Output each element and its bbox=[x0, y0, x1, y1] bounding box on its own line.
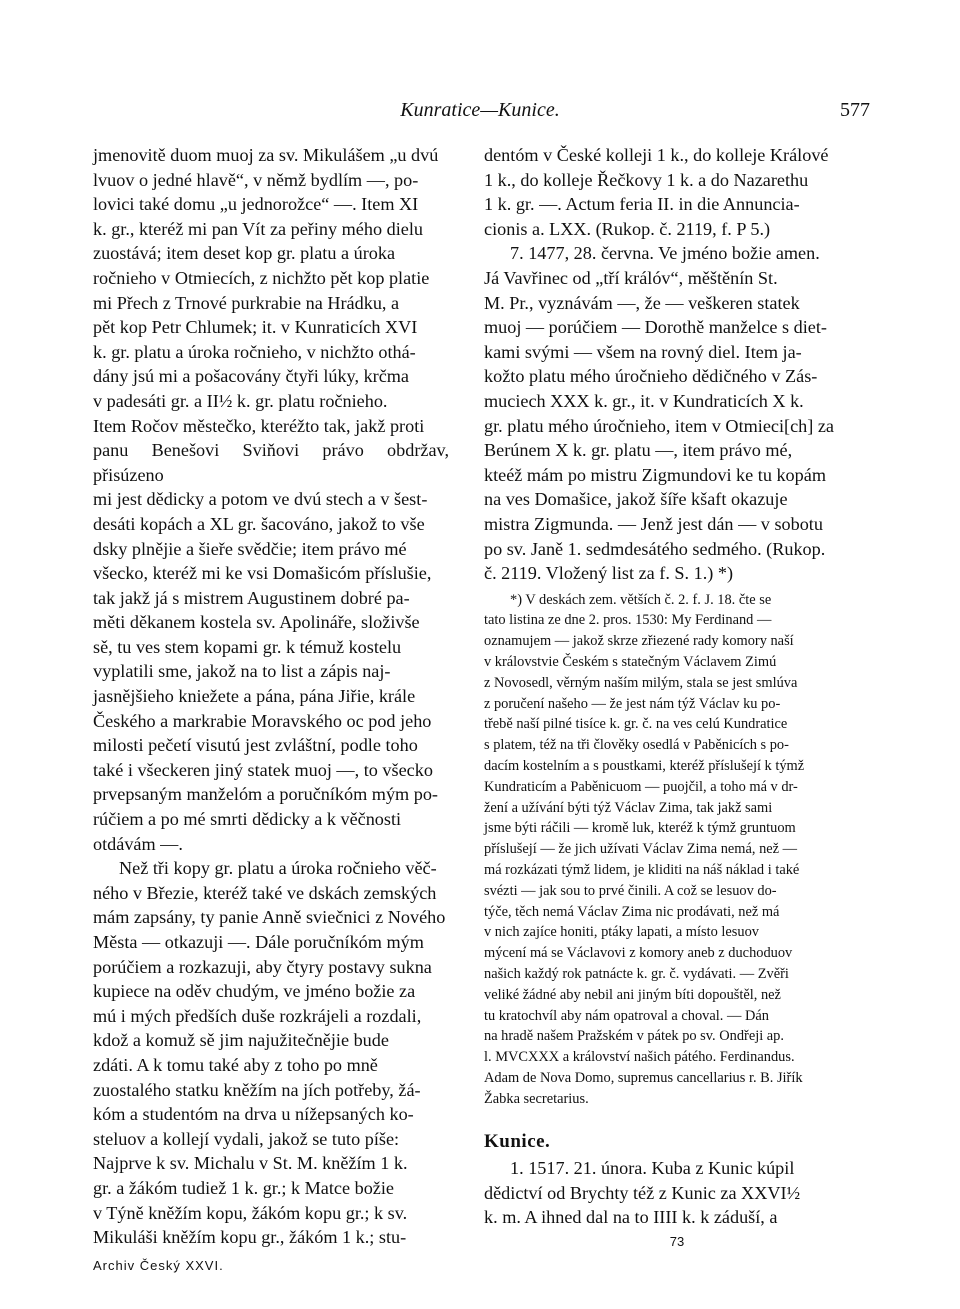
text-line: jmenovitě duom muoj za sv. Mikulášem „u dvú bbox=[93, 145, 439, 165]
text-line: Najprve k sv. Michalu v St. M. kněžím 1 k. bbox=[93, 1153, 408, 1174]
text-line: dány jsú mi a pošacovány čtyři lúky, krčma bbox=[93, 366, 410, 387]
text-line: panu Benešovi Sviňovi právo obdržav, přisúzeno bbox=[93, 440, 449, 485]
left-column bbox=[93, 143, 449, 1278]
text-line: Berúnem X k. gr. platu —, item právo mé, bbox=[484, 440, 793, 461]
footnote-line: tu kratochvíl aby nám opatroval a choval. — Dán bbox=[484, 1007, 769, 1024]
text-line: steluov a kollejí vydali, jakož se tuto píše: bbox=[93, 1128, 400, 1149]
footnote-line: tato listina ze dne 2. pros. 1530: My Ferdinand — bbox=[484, 612, 772, 629]
text-line: mistra Zigmunda. — Jenž jest dán — v sobotu bbox=[484, 513, 823, 534]
text-line: M. Pr., vyznávám —, že — veškeren statek bbox=[484, 292, 800, 313]
text-line: tak jakž já s mistrem Augustinem dobré pa- bbox=[93, 587, 410, 608]
left-paragraph-1 bbox=[93, 143, 449, 856]
text-line: sě, tu ves stem kopami gr. k témuž kostelu bbox=[93, 636, 402, 657]
text-line: kdož a komuž sě jim najužitečnějie bude bbox=[93, 1030, 389, 1051]
footnote-line: mýcení má se Václavovi z komory aneb z duchoduov bbox=[484, 945, 793, 962]
text-line: 1. 1517. 21. února. Kuba z Kunic kúpil bbox=[510, 1158, 795, 1179]
left-paragraph-2 bbox=[93, 856, 449, 1250]
text-line: jasnějšieho kniežete a pána, pána Jiřie, krále bbox=[93, 686, 416, 707]
footnote-line: příslušejí — že jich užívati Václav Zima nemá, než — bbox=[484, 841, 798, 858]
footnote-line: veliké žádné aby nebil ani jiným bíti dopouštěl, než bbox=[484, 986, 781, 1003]
text-line: rúčiem a po mé smrti dědicky a k věčnosti bbox=[93, 809, 402, 830]
text-line: k. m. A ihned dal na to IIII k. k záduší, a bbox=[484, 1207, 778, 1228]
text-line: mi Přech z Trnové purkrabie na Hrádku, a bbox=[93, 292, 400, 313]
text-line: ného v Březie, kteréž také ve dskách zemských bbox=[93, 882, 437, 903]
text-line: prvepsaným manželóm a poručníkóm mým po- bbox=[93, 784, 438, 805]
sheet-number: 73 bbox=[669, 1233, 685, 1249]
text-line: také i všeckeren jiný statek muoj —, to všecko bbox=[93, 759, 433, 780]
text-line: zuostává; item deset kop gr. platu a úroka bbox=[93, 243, 396, 264]
footnote-line: na hradě našem Pražském v pátek po sv. Ondřeji ap. bbox=[484, 1028, 784, 1045]
text-line: 1 k., do kolleje Řečkovy 1 k. a do Nazarethu bbox=[484, 169, 809, 190]
footnote-line: v nich zajíce honiti, ptáky lapati, a místo lesuov bbox=[484, 924, 759, 941]
footnote-line: týče, těch nemá Václav Zima nic prodávati, než má bbox=[484, 903, 780, 920]
footnote-line: z poručení našeho — že jest nám týž Václav ku po- bbox=[484, 695, 781, 712]
footnote-line: s platem, též na tři člověky osedlá v Paběnicích s po- bbox=[484, 737, 789, 754]
footnote-line: Kundraticím a Paběnicuom — puojčil, a toho má v dr- bbox=[484, 778, 798, 795]
text-line: Českého a markrabie Moravského oc pod jeho bbox=[93, 710, 432, 731]
text-line: mú i mých předších duše rozkrájeli a rozdali, bbox=[93, 1005, 422, 1026]
text-line: mi jest dědicky a potom ve dvú stech a v šest- bbox=[93, 489, 428, 510]
text-line: ročnieho v Otmiecích, z nichžto pět kop platie bbox=[93, 267, 430, 288]
text-line: kóm a studentóm na drva u nížepsaných ko- bbox=[93, 1104, 414, 1125]
text-line: cionis a. LXX. (Rukop. č. 2119, f. P 5.) bbox=[484, 218, 771, 239]
text-line: milosti pečetí visutú jest zvláštní, podle toho bbox=[93, 735, 418, 756]
footnote-line: má rozkázati týmž lidem, je kliditi na náš náklad i také bbox=[484, 862, 800, 879]
footnote-line: svézti — jak sou to prvé činili. A což se lesuov do- bbox=[484, 882, 777, 899]
text-line: gr. a žákóm tudiež 1 k. gr.; k Matce božie bbox=[93, 1177, 395, 1198]
text-line: Já Vavřinec od „tří králóv“, měštěnín St. bbox=[484, 267, 778, 288]
text-line: k. gr., kteréž mi pan Vít za peřiny mého dielu bbox=[93, 218, 423, 239]
signature-mark: Archiv Český XXVI. bbox=[93, 1257, 224, 1273]
page-number: 577 bbox=[840, 99, 870, 121]
text-line: Item Ročov městečko, kteréžto tak, jakž proti bbox=[93, 415, 425, 436]
footnote-line: žení a užívání býti týž Václav Zima, tak jakž sami bbox=[484, 799, 773, 816]
text-line: k. gr. platu a úroka ročnieho, v nichžto othá- bbox=[93, 341, 416, 362]
text-line: gr. platu mého úročnieho, item v Otmieci[ch] za bbox=[484, 415, 834, 436]
text-line: Mikuláši kněžím kopu gr., žákóm 1 k.; stu- bbox=[93, 1227, 407, 1248]
text-line: dsky plnějie a šieře svědčie; item právo mé bbox=[93, 538, 407, 559]
text-line: v padesáti gr. a II½ k. gr. platu ročnieho. bbox=[93, 390, 388, 411]
text-line: kami svými — všem na rovný diel. Item ja- bbox=[484, 341, 802, 362]
footnote-line: oznamujem — jakož skrze zřiezené rady komory naší bbox=[484, 633, 794, 650]
section-heading: Kunice. bbox=[484, 1130, 551, 1152]
text-line: muciech XXX k. gr., it. v Kundraticích X k. bbox=[484, 390, 804, 411]
right-paragraph-2 bbox=[484, 241, 870, 585]
text-line: Než tři kopy gr. platu a úroka ročnieho věč- bbox=[119, 858, 437, 879]
text-line: muoj — porúčiem — Dorothě manželce s diet- bbox=[484, 317, 827, 338]
text-line: 1 k. gr. —. Actum feria II. in die Annuncia- bbox=[484, 194, 800, 215]
footnote-line: Žabka secretarius. bbox=[484, 1090, 589, 1107]
text-line: č. 2119. Vložený list za f. S. 1.) *) bbox=[484, 563, 734, 584]
footnote-line: z Novosedl, věrným naším milým, stala se jest smlúva bbox=[484, 674, 798, 691]
footnote-line: třebě naší pilné tisíce k. gr. č. na ves celú Kundratice bbox=[484, 716, 788, 733]
text-line: kteéž mám po mistru Zigmundovi ke tu kopám bbox=[484, 464, 826, 485]
text-line: pět kop Petr Chlumek; it. v Kunraticích XVI bbox=[93, 317, 418, 338]
text-line: všecko, kteréž mi ke vsi Domašicóm příslušie, bbox=[93, 563, 432, 584]
text-line: zdáti. A k tomu také aby z toho po mně bbox=[93, 1054, 378, 1075]
text-line: lvuov o jedné hlavě“, v němž bydlím —, po- bbox=[93, 169, 419, 190]
page-header bbox=[90, 97, 870, 127]
footnote bbox=[484, 590, 870, 1110]
text-line: otdávám —. bbox=[93, 833, 183, 854]
footnote-line: Adam de Nova Domo, supremus cancellarius r. B. Jiřík bbox=[484, 1070, 803, 1087]
text-line: kupiece na oděv chudým, ve jméno božie za bbox=[93, 981, 416, 1002]
text-line: lovici také domu „u jednorožce“ —. Item XI bbox=[93, 194, 419, 215]
footnote-line: dacím kostelním a s poustkami, kteréž příslušejí k týmž bbox=[484, 758, 805, 775]
text-line: vyplatili sme, jakož na to list a zápis naj- bbox=[93, 661, 391, 682]
text-line: zuostalého statku kněžím na jích potřeby, žá- bbox=[93, 1079, 421, 1100]
text-line: 7. 1477, 28. června. Ve jméno božie amen. bbox=[510, 243, 820, 264]
right-paragraph-1 bbox=[484, 143, 870, 241]
running-title: Kunratice—Kunice. bbox=[400, 99, 560, 121]
right-paragraph-3 bbox=[484, 1156, 870, 1230]
text-line: dentóm v České kolleji 1 k., do kolleje Králové bbox=[484, 145, 829, 165]
text-line: po sv. Janě 1. sedmdesátého sedmého. (Rukop. bbox=[484, 538, 826, 559]
right-column bbox=[484, 143, 870, 1255]
text-line: na ves Domašice, jakož šíře kšaft okazuje bbox=[484, 489, 788, 510]
text-line: Města — otkazuji —. Dále poručníkóm mým bbox=[93, 932, 424, 952]
footnote-line: *) V deskách zem. větších č. 2. f. J. 18. čte se bbox=[510, 591, 772, 608]
text-line: mám zapsány, ty panie Anně sviečnici z Nového bbox=[93, 907, 446, 928]
text-line: desáti kopách a XL gr. šacováno, jakož to vše bbox=[93, 513, 425, 534]
text-line: kožto platu mého úročnieho dědičného v Zás- bbox=[484, 366, 818, 387]
text-line: v Týně kněžím kopu, žákóm kopu gr.; k sv. bbox=[93, 1202, 408, 1223]
footnote-line: jsme býti ráčili — kromě luk, kteréž k týmž gruntuom bbox=[484, 820, 796, 837]
footnote-line: l. MVCXXX a království našich pátého. Ferdinandus. bbox=[484, 1049, 795, 1066]
text-line: měti děkanem kostela sv. Apolináře, složivše bbox=[93, 612, 420, 633]
footnote-line: v královstvie Českém s statečným Václavem Zimú bbox=[484, 654, 777, 671]
footnote-line: našich každý rok patnácte k. gr. č. vydávati. — Zvěři bbox=[484, 966, 789, 983]
text-line: porúčiem a rozkazuji, aby čtyry postavy sukna bbox=[93, 956, 432, 977]
text-line: dědictví od Brychty též z Kunic za XXVI½ bbox=[484, 1182, 801, 1203]
